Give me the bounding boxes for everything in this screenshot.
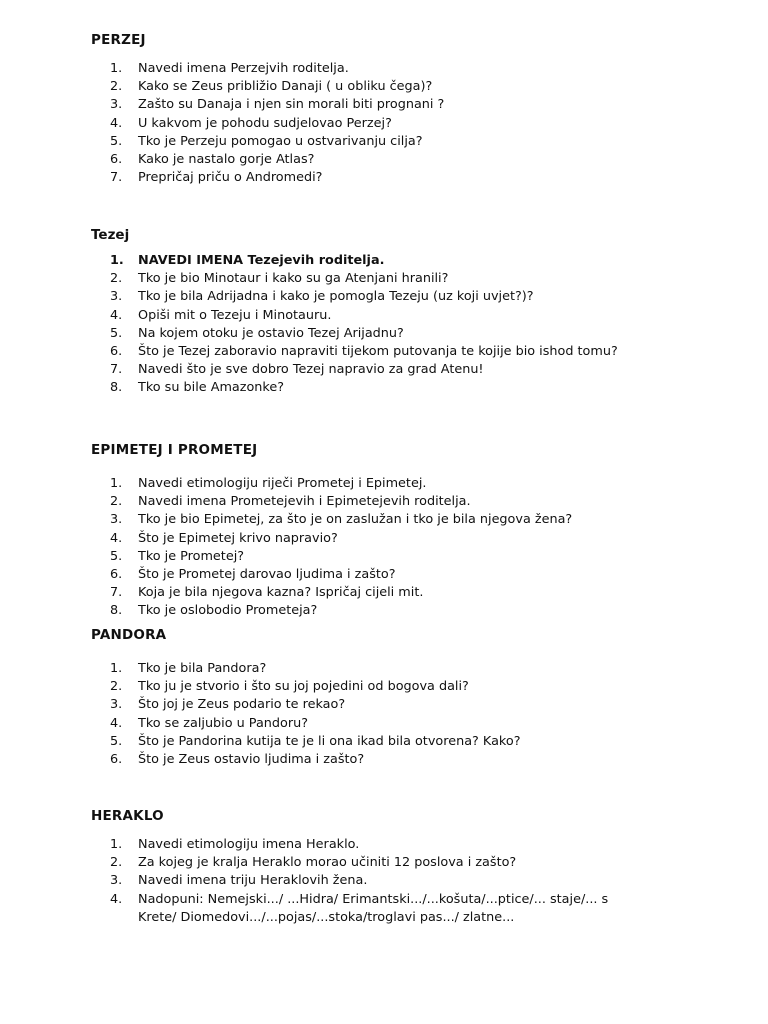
question-text: Tko je bila Pandora? — [138, 661, 267, 676]
question-text: Tko su bile Amazonke? — [138, 380, 285, 396]
question-text: Navedi etimologiju riječi Prometej i Epimetej. — [138, 476, 427, 491]
question-text: Tko se zaljubio u Pandoru? — [138, 715, 309, 731]
question-text: Tko ju je stvorio i što su joj pojedini od bogova dali? — [138, 679, 469, 695]
question-text: Što joj je Zeus podario te rekao? — [138, 697, 346, 713]
question-text: Tko je bio Epimetej, za što je on zaslužan i tko je bila njegova žena? — [138, 512, 573, 528]
section-heading: EPIMETEJ I PROMETEJ — [91, 442, 258, 458]
question-text: Tko je Prometej? — [138, 548, 245, 564]
section-heading: PERZEJ — [91, 32, 146, 48]
question-text: Tko je bio Minotaur i kako su ga Atenjani hranili? — [138, 271, 449, 287]
question-text: Navedi imena Prometejevih i Epimetejevih roditelja. — [138, 494, 471, 510]
question-text: Što je Tezej zaboravio napraviti tijekom putovanja te kojije bio ishod tomu? — [138, 343, 618, 359]
question-text: Zašto su Danaja i njen sin morali biti prognani ? — [138, 97, 445, 113]
question-text: Tko je oslobodio Prometeja? — [138, 603, 318, 619]
question-text: Što je Prometej darovao ljudima i zašto? — [138, 566, 396, 582]
section-heading: PANDORA — [91, 627, 167, 643]
question-text: Što je Zeus ostavio ljudima i zašto? — [138, 751, 365, 767]
question-text: Opiši mit o Tezeju i Minotauru. — [138, 307, 332, 323]
question-text: Nadopuni: Nemejski.../ ...Hidra/ Erimantski.../...košuta/...ptice/... staje/... s Krete/ Diomedovi.../...pojas/...stoka/troglavi pas.../ zlatne... — [138, 891, 609, 925]
question-text: Tko je bila Adrijadna i kako je pomogla Tezeju (uz koji uvjet?)? — [138, 289, 534, 305]
question-text: Koja je bila njegova kazna? Ispričaj cijeli mit. — [138, 585, 424, 601]
question-text: Kako je nastalo gorje Atlas? — [138, 151, 315, 167]
question-text: Prepričaj priču o Andromedi? — [138, 170, 323, 186]
question-text: Navedi imena Perzejvih roditelja. — [138, 61, 349, 76]
question-text: Što je Epimetej krivo napravio? — [138, 530, 338, 546]
section-heading: Tezej — [91, 227, 130, 243]
question-text: Što je Pandorina kutija te je li ona ikad bila otvorena? Kako? — [138, 733, 521, 749]
question-text: Navedi što je sve dobro Tezej napravio za grad Atenu! — [138, 362, 484, 378]
question-text: Navedi etimologiju imena Heraklo. — [138, 837, 360, 852]
question-text: U kakvom je pohodu sudjelovao Perzej? — [138, 115, 392, 131]
question-text: Na kojem otoku je ostavio Tezej Arijadnu? — [138, 325, 404, 341]
question-text: Za kojeg je kralja Heraklo morao učiniti 12 poslova i zašto? — [138, 855, 517, 871]
section-heading: HERAKLO — [91, 808, 164, 824]
question-text: NAVEDI IMENA Tezejevih roditelja. — [138, 253, 385, 268]
question-text: Kako se Zeus približio Danaji ( u obliku čega)? — [138, 79, 433, 95]
document-page: PERZEJ 1. Navedi imena Perzejvih roditelja. 2. Kako se Zeus približio Danaji ( u obliku čega)? 3. Zašto su Danaja i njen sin morali biti prognani ? 4. U kakvom je pohodu sudjelovao Perzej? 5. Tko je Perzeju pomogao u ostvarivanju cilja? 6. Kako je nastalo gorje Atlas? 7. Prepričaj priču o Andromedi? Tezej 1. NAVEDI IMENA Tezejevih roditelja. 2. Tko je bio Minotaur i kako su ga Atenjani hranili? 3. Tko je bila Adrijadna i kako je pomogla Tezeju (uz koji uvjet?)? 4. Opiši mit o Tezeju i Minotauru. 5. Na kojem otoku je ostavio Tezej Arijadnu? 6. Što je Tezej zaboravio napraviti tijekom putovanja te kojije bio ishod tomu? 7. Navedi što je sve dobro Tezej napravio za grad Atenu! 8. Tko su bile Amazonke? EPIMETEJ I PROMETEJ 1. Navedi etimologiju riječi Prometej i Epimetej. 2. Navedi imena Prometejevih i Epimetejevih roditelja. 3. Tko je bio Epimetej, za što je on zaslužan i tko je bila njegova žena? 4. Što je Epimetej krivo napravio? 5. Tko je Prometej? 6. Što je Prometej darovao ljudima i zašto? 7. Koja je bila njegova kazna? Ispričaj cijeli mit. 8. Tko je oslobodio Prometeja? PANDORA 1. Tko je bila Pandora? 2. Tko ju je stvorio i što su joj pojedini od bogova dali? 3. Što joj je Zeus podario te rekao? 4. Tko se zaljubio u Pandoru? 5. Što je Pandorina kutija te je li ona ikad bila otvorena? Kako? 6. Što je Zeus ostavio ljudima i zašto? HERAKLO 1. Navedi etimologiju imena Heraklo. 2. Za kojeg je kralja Heraklo morao učiniti 12 poslova i zašto? 3. Navedi imena triju Heraklovih žena. 4. Nadopuni: Nemejski.../ ...Hidra/ Erimantski.../...košuta/...ptice/... staje/... s Krete/ Diomedovi.../...pojas/...stoka/troglavi pas.../ zlatne... — [0, 0, 768, 1024]
question-text: Tko je Perzeju pomogao u ostvarivanju cilja? — [138, 133, 423, 149]
question-text: Navedi imena triju Heraklovih žena. — [138, 873, 368, 889]
